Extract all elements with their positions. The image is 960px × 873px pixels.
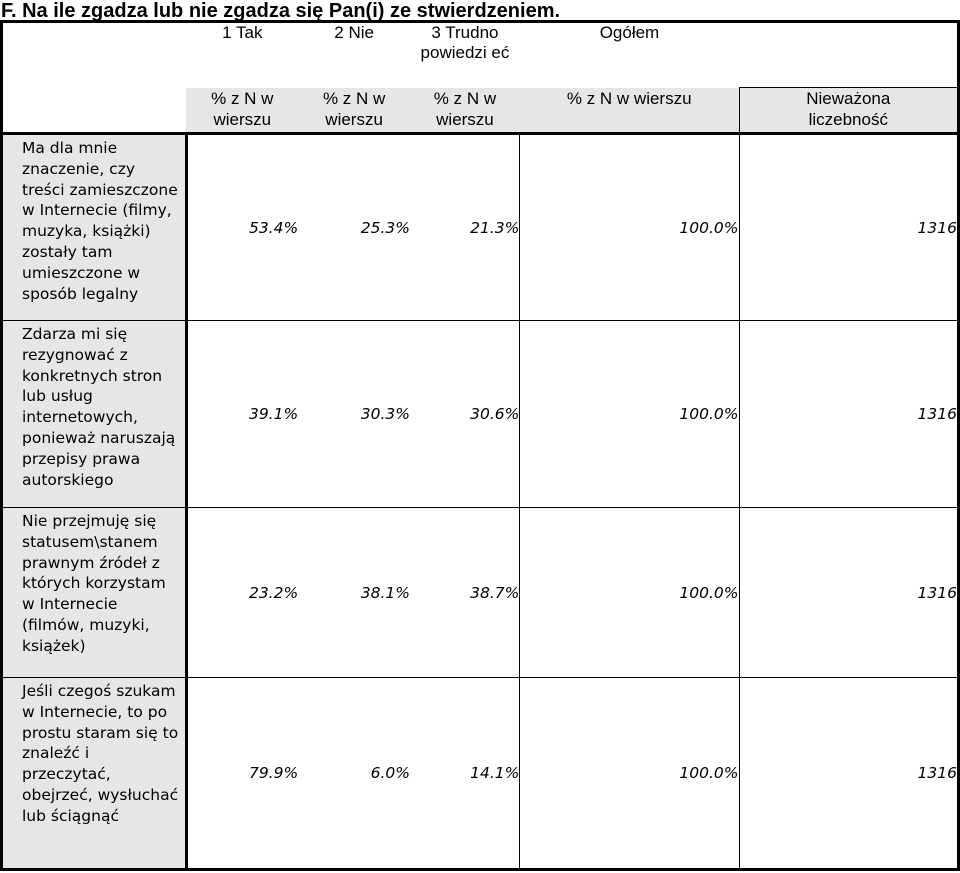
- row-label: Zdarza mi się rezygnować z konkretnych stron lub usług internetowych, ponieważ naruszają przepisy prawa autorskiego: [2, 321, 187, 508]
- table-row: [2, 508, 959, 678]
- column-header-nie: 2 Nie: [298, 22, 410, 88]
- subheader-total: % z N w wierszu: [520, 88, 739, 134]
- subheader-count: [739, 88, 958, 134]
- column-header-count: [739, 22, 958, 88]
- cell-nie: 38.1%: [298, 508, 410, 678]
- cell-total: 100.0%: [520, 321, 739, 508]
- cell-count: 1316: [739, 134, 958, 321]
- table-row: [2, 321, 959, 508]
- subheader-tak-text: % z N w wierszu: [211, 88, 274, 129]
- cell-trudno: 21.3%: [410, 134, 520, 321]
- cell-nie: 25.3%: [298, 134, 410, 321]
- row-label: Ma dla mnie znaczenie, czy treści zamieszczone w Internecie (filmy, muzyka, książki) zostały tam umieszczone w sposób legalny: [2, 134, 187, 321]
- subheader-nie: [298, 88, 410, 134]
- cell-tak: 39.1%: [186, 321, 298, 508]
- subheader-nie-text: % z N w wierszu: [322, 88, 386, 129]
- cell-tak: 23.2%: [186, 508, 298, 678]
- cell-total: 100.0%: [520, 678, 739, 870]
- cell-tak: 53.4%: [186, 134, 298, 321]
- crosstab-table: [0, 20, 960, 871]
- header-row: [2, 22, 959, 88]
- header-corner: [2, 22, 187, 88]
- column-header-tak: 1 Tak: [186, 22, 298, 88]
- table-row: [2, 134, 959, 321]
- subheader-count-text: Nieważona liczebność: [806, 89, 891, 129]
- subheader-trudno-text: % z N w wierszu: [433, 88, 497, 129]
- cell-trudno: 30.6%: [410, 321, 520, 508]
- subheader-corner: [2, 88, 187, 134]
- cell-count: 1316: [739, 508, 958, 678]
- cell-count: 1316: [739, 678, 958, 870]
- cell-nie: 30.3%: [298, 321, 410, 508]
- cell-tak: 79.9%: [186, 678, 298, 870]
- page-title: F. Na ile zgadza lub nie zgadza się Pan(i) ze stwierdzeniem.: [1, 0, 561, 22]
- cell-nie: 6.0%: [298, 678, 410, 870]
- row-label: Nie przejmuję się statusem\stanem prawnym źródeł z których korzystam w Internecie (filmów, muzyki, książek): [2, 508, 187, 678]
- row-label: Jeśli czegoś szukam w Internecie, to po prostu staram się to znaleźć i przeczytać, obejrzeć, wysłuchać lub ściągnąć: [2, 678, 187, 870]
- subheader-tak: [186, 88, 298, 134]
- subheader-trudno: [410, 88, 520, 134]
- column-header-trudno: 3 Trudno powiedzi eć: [410, 22, 520, 88]
- column-header-total: Ogółem: [520, 22, 739, 88]
- cell-trudno: 14.1%: [410, 678, 520, 870]
- cell-total: 100.0%: [520, 508, 739, 678]
- cell-count: 1316: [739, 321, 958, 508]
- table-row: [2, 678, 959, 870]
- cell-total: 100.0%: [520, 134, 739, 321]
- cell-trudno: 38.7%: [410, 508, 520, 678]
- subheader-row: [2, 88, 959, 134]
